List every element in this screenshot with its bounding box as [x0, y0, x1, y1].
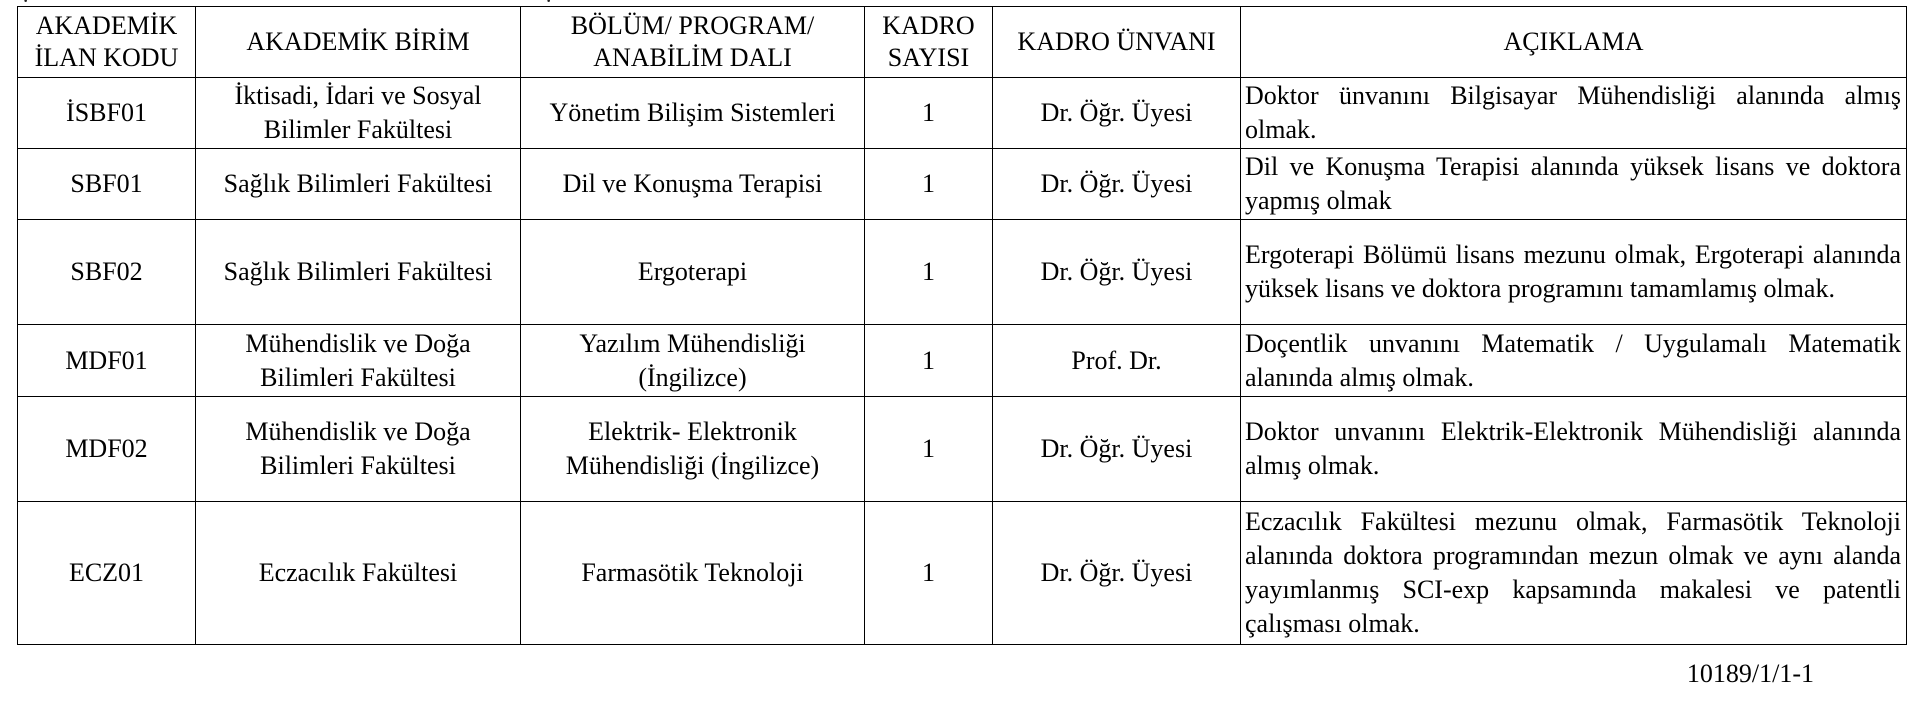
header-row [18, 7, 1907, 78]
cell-title: Prof. Dr. [993, 325, 1241, 397]
cell-code: SBF02 [18, 220, 196, 325]
cell-unit: Mühendislik ve Doğa Bilimleri Fakültesi [196, 397, 521, 502]
cell-unit: Eczacılık Fakültesi [196, 502, 521, 645]
cell-description: Doçentlik unvanını Matematik / Uygulamalı Matematik alanında almış olmak. [1241, 325, 1907, 397]
header-akademik-birim: AKADEMİK BİRİM [196, 7, 521, 78]
cell-count: 1 [865, 78, 993, 149]
announcement-table [17, 6, 1907, 645]
cell-description: Dil ve Konuşma Terapisi alanında yüksek lisans ve doktora yapmış olmak [1241, 149, 1907, 220]
cell-count: 1 [865, 397, 993, 502]
cell-description: Doktor ünvanını Bilgisayar Mühendisliği alanında almış olmak. [1241, 78, 1907, 149]
cell-count: 1 [865, 502, 993, 645]
table-row [18, 220, 1907, 325]
table-row [18, 397, 1907, 502]
table-row [18, 149, 1907, 220]
cell-code: SBF01 [18, 149, 196, 220]
header-kadro-unvani: KADRO ÜNVANI [993, 7, 1241, 78]
cell-code: İSBF01 [18, 78, 196, 149]
cell-unit: Sağlık Bilimleri Fakültesi [196, 149, 521, 220]
cell-title: Dr. Öğr. Üyesi [993, 149, 1241, 220]
cropped-glyph: · [22, 0, 30, 13]
cropped-glyph: · [545, 0, 553, 13]
cell-title: Dr. Öğr. Üyesi [993, 220, 1241, 325]
cell-description: Doktor unvanını Elektrik-Elektronik Mühendisliği alanında almış olmak. [1241, 397, 1907, 502]
cell-count: 1 [865, 149, 993, 220]
cell-program: Yazılım Mühendisliği (İngilizce) [521, 325, 865, 397]
cell-code: MDF02 [18, 397, 196, 502]
cell-program: Dil ve Konuşma Terapisi [521, 149, 865, 220]
cell-program: Yönetim Bilişim Sistemleri [521, 78, 865, 149]
cell-count: 1 [865, 220, 993, 325]
table-row [18, 78, 1907, 149]
cell-code: ECZ01 [18, 502, 196, 645]
cell-description: Ergoterapi Bölümü lisans mezunu olmak, Ergoterapi alanında yüksek lisans ve doktora programını tamamlamış olmak. [1241, 220, 1907, 325]
cell-description: Eczacılık Fakültesi mezunu olmak, Farmasötik Teknoloji alanında doktora programından mezun olmak ve aynı alanda yayımlanmış SCI-exp kapsamında makalesi ve patentli çalışması olmak. [1241, 502, 1907, 645]
header-kadro-sayisi: KADRO SAYISI [865, 7, 993, 78]
cell-unit: Sağlık Bilimleri Fakültesi [196, 220, 521, 325]
table-row [18, 325, 1907, 397]
table-body [18, 78, 1907, 645]
cell-title: Dr. Öğr. Üyesi [993, 502, 1241, 645]
page-reference-code: 10189/1/1-1 [1686, 659, 1814, 688]
cell-unit: İktisadi, İdari ve Sosyal Bilimler Fakültesi [196, 78, 521, 149]
cell-program: Farmasötik Teknoloji [521, 502, 865, 645]
header-aciklama: AÇIKLAMA [1241, 7, 1907, 78]
cell-title: Dr. Öğr. Üyesi [993, 78, 1241, 149]
table-header [18, 7, 1907, 78]
cell-unit: Mühendislik ve Doğa Bilimleri Fakültesi [196, 325, 521, 397]
table-row [18, 502, 1907, 645]
cell-program: Elektrik- Elektronik Mühendisliği (İngilizce) [521, 397, 865, 502]
header-ilan-kodu: AKADEMİK İLAN KODU [18, 7, 196, 78]
cell-count: 1 [865, 325, 993, 397]
cell-title: Dr. Öğr. Üyesi [993, 397, 1241, 502]
cell-code: MDF01 [18, 325, 196, 397]
header-bolum-program: BÖLÜM/ PROGRAM/ ANABİLİM DALI [521, 7, 865, 78]
cell-program: Ergoterapi [521, 220, 865, 325]
